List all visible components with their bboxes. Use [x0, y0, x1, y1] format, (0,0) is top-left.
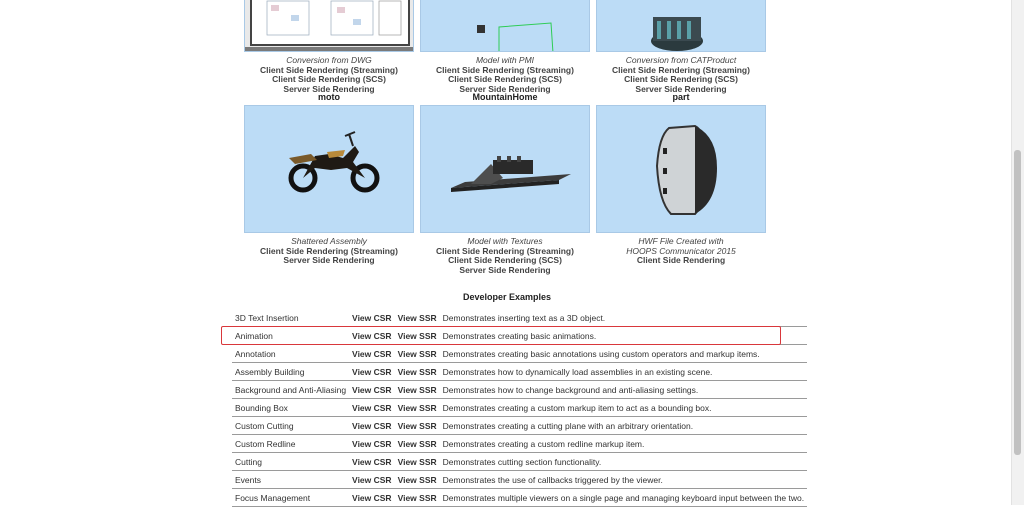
render-mode-ssr[interactable]: Server Side Rendering	[283, 255, 375, 266]
render-mode-scs[interactable]: Client Side Rendering (SCS)	[272, 74, 386, 85]
card-description: Model with PMI	[475, 55, 535, 65]
model-card-part	[596, 93, 766, 266]
render-mode-ssr[interactable]: Server Side Rendering	[635, 83, 727, 94]
table-row	[232, 309, 807, 327]
table-row	[232, 453, 807, 471]
render-mode-ssr[interactable]: Server Side Rendering	[459, 264, 551, 275]
render-mode-csr[interactable]: Client Side Rendering	[636, 255, 726, 266]
catproduct-thumbnail[interactable]	[596, 0, 766, 52]
table-row	[232, 435, 807, 453]
render-mode-streaming[interactable]: Client Side Rendering (Streaming)	[436, 245, 574, 256]
view-ssr-link[interactable]: View SSR	[395, 399, 440, 417]
example-description: Demonstrates creating a custom redline markup item.	[440, 435, 807, 453]
table-row	[232, 489, 807, 507]
table-row	[232, 363, 807, 381]
view-csr-link[interactable]: View CSR	[349, 489, 395, 507]
view-csr-link[interactable]: View CSR	[349, 435, 395, 453]
example-description: Demonstrates multiple viewers on a single page and managing keyboard input between the two.	[440, 489, 807, 507]
render-mode-ssr[interactable]: Server Side Rendering	[283, 83, 375, 94]
render-mode-scs[interactable]: Client Side Rendering (SCS)	[448, 74, 562, 85]
view-ssr-link[interactable]: View SSR	[395, 363, 440, 381]
scrollbar-thumb[interactable]	[1014, 150, 1021, 455]
model-card-catproduct	[596, 0, 766, 94]
example-name: Custom Redline	[232, 435, 349, 453]
card-description: Model with Textures	[467, 236, 543, 246]
view-csr-link[interactable]: View CSR	[349, 381, 395, 399]
example-description: Demonstrates how to change background and anti-aliasing settings.	[440, 381, 807, 399]
dwg-drawing-thumbnail[interactable]	[244, 0, 414, 52]
developer-examples-heading: Developer Examples	[462, 292, 552, 302]
render-mode-streaming[interactable]: Client Side Rendering (Streaming)	[436, 64, 574, 75]
view-ssr-link[interactable]: View SSR	[395, 381, 440, 399]
view-ssr-link[interactable]: View SSR	[395, 417, 440, 435]
table-row	[232, 381, 807, 399]
render-mode-scs[interactable]: Client Side Rendering (SCS)	[448, 255, 562, 266]
render-mode-streaming[interactable]: Client Side Rendering (Streaming)	[260, 64, 398, 75]
animation-row-highlight	[221, 326, 781, 345]
view-csr-link[interactable]: View CSR	[349, 453, 395, 471]
motorcycle-thumbnail[interactable]	[244, 105, 414, 233]
example-description: Demonstrates how to dynamically load assemblies in an existing scene.	[440, 363, 807, 381]
example-description: Demonstrates creating basic annotations using custom operators and markup items.	[440, 345, 807, 363]
table-row	[232, 399, 807, 417]
model-card-moto	[244, 93, 414, 266]
mountain-home-thumbnail[interactable]	[420, 105, 590, 233]
view-ssr-link[interactable]: View SSR	[395, 453, 440, 471]
card-title: moto	[318, 92, 340, 102]
model-card-pmi	[420, 0, 590, 94]
example-name: 3D Text Insertion	[232, 309, 349, 327]
card-title: part	[672, 92, 690, 102]
render-mode-streaming[interactable]: Client Side Rendering (Streaming)	[260, 245, 398, 256]
card-description-line-2: HOOPS Communicator 2015	[626, 245, 736, 256]
example-name: Focus Management	[232, 489, 349, 507]
vertical-scrollbar[interactable]	[1011, 0, 1024, 505]
card-description: Conversion from DWG	[286, 55, 372, 65]
view-csr-link[interactable]: View CSR	[349, 345, 395, 363]
view-ssr-link[interactable]: View SSR	[395, 471, 440, 489]
render-mode-ssr[interactable]: Server Side Rendering	[459, 83, 551, 94]
view-csr-link[interactable]: View CSR	[349, 399, 395, 417]
table-row	[232, 471, 807, 489]
example-name: Annotation	[232, 345, 349, 363]
example-name: Assembly Building	[232, 363, 349, 381]
view-ssr-link[interactable]: View SSR	[395, 327, 440, 345]
example-description: Demonstrates creating a cutting plane with an arbitrary orientation.	[440, 417, 807, 435]
example-description: Demonstrates creating a custom markup item to act as a bounding box.	[440, 399, 807, 417]
example-name: Custom Cutting	[232, 417, 349, 435]
view-csr-link[interactable]: View CSR	[349, 363, 395, 381]
card-description: Conversion from CATProduct	[625, 55, 737, 65]
view-csr-link[interactable]: View CSR	[349, 327, 395, 345]
render-mode-scs[interactable]: Client Side Rendering (SCS)	[624, 74, 738, 85]
view-ssr-link[interactable]: View SSR	[395, 309, 440, 327]
example-description: Demonstrates creating basic animations.	[440, 327, 807, 345]
card-title: MountainHome	[472, 92, 538, 102]
table-row	[232, 417, 807, 435]
example-description: Demonstrates cutting section functionality.	[440, 453, 807, 471]
card-description: Shattered Assembly	[291, 236, 367, 246]
view-csr-link[interactable]: View CSR	[349, 309, 395, 327]
render-mode-streaming[interactable]: Client Side Rendering (Streaming)	[612, 64, 750, 75]
example-name: Animation	[232, 327, 349, 345]
model-card-mountainhome	[420, 93, 590, 275]
example-name: Events	[232, 471, 349, 489]
model-card-dwg	[244, 0, 414, 94]
pmi-model-thumbnail[interactable]	[420, 0, 590, 52]
example-description: Demonstrates the use of callbacks triggered by the viewer.	[440, 471, 807, 489]
view-ssr-link[interactable]: View SSR	[395, 435, 440, 453]
example-description: Demonstrates inserting text as a 3D object.	[440, 309, 807, 327]
view-csr-link[interactable]: View CSR	[349, 471, 395, 489]
view-ssr-link[interactable]: View SSR	[395, 345, 440, 363]
view-csr-link[interactable]: View CSR	[349, 417, 395, 435]
part-thumbnail[interactable]	[596, 105, 766, 233]
example-name: Bounding Box	[232, 399, 349, 417]
example-name: Background and Anti-Aliasing	[232, 381, 349, 399]
example-name: Cutting	[232, 453, 349, 471]
table-row	[232, 345, 807, 363]
card-description-line-1: HWF File Created with	[638, 236, 724, 246]
view-ssr-link[interactable]: View SSR	[395, 489, 440, 507]
